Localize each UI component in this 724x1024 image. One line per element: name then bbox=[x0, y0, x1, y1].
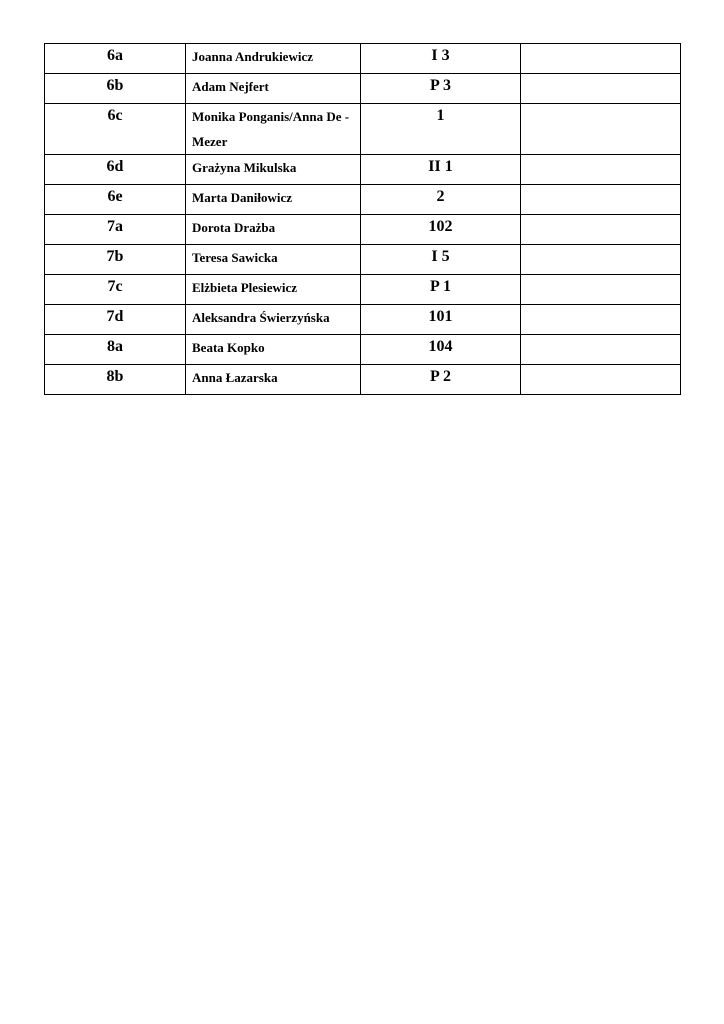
empty-cell bbox=[521, 185, 681, 215]
class-cell: 8b bbox=[45, 365, 186, 395]
empty-cell bbox=[521, 215, 681, 245]
teacher-cell: Elżbieta Plesiewicz bbox=[186, 275, 361, 305]
teacher-cell: Grażyna Mikulska bbox=[186, 155, 361, 185]
table-row bbox=[45, 74, 681, 104]
room-cell: I 3 bbox=[361, 44, 521, 74]
table-row bbox=[45, 155, 681, 185]
teacher-cell: Dorota Drażba bbox=[186, 215, 361, 245]
teacher-cell: Beata Kopko bbox=[186, 335, 361, 365]
room-cell: P 1 bbox=[361, 275, 521, 305]
room-cell: I 5 bbox=[361, 245, 521, 275]
table-row bbox=[45, 245, 681, 275]
table-row bbox=[45, 365, 681, 395]
room-cell: 2 bbox=[361, 185, 521, 215]
class-cell: 6c bbox=[45, 104, 186, 155]
teacher-cell: Monika Ponganis/Anna De -Mezer bbox=[186, 104, 361, 155]
table-row bbox=[45, 215, 681, 245]
class-cell: 7b bbox=[45, 245, 186, 275]
empty-cell bbox=[521, 155, 681, 185]
room-cell: 101 bbox=[361, 305, 521, 335]
teacher-cell: Adam Nejfert bbox=[186, 74, 361, 104]
table-row bbox=[45, 305, 681, 335]
table-row bbox=[45, 335, 681, 365]
class-roster-table bbox=[44, 43, 681, 395]
empty-cell bbox=[521, 74, 681, 104]
table-row bbox=[45, 185, 681, 215]
teacher-cell: Teresa Sawicka bbox=[186, 245, 361, 275]
class-cell: 7d bbox=[45, 305, 186, 335]
table-row bbox=[45, 104, 681, 155]
class-cell: 8a bbox=[45, 335, 186, 365]
empty-cell bbox=[521, 275, 681, 305]
table-row bbox=[45, 44, 681, 74]
class-cell: 7a bbox=[45, 215, 186, 245]
class-cell: 6b bbox=[45, 74, 186, 104]
room-cell: II 1 bbox=[361, 155, 521, 185]
teacher-cell: Marta Daniłowicz bbox=[186, 185, 361, 215]
room-cell: 104 bbox=[361, 335, 521, 365]
class-cell: 6e bbox=[45, 185, 186, 215]
room-cell: P 3 bbox=[361, 74, 521, 104]
room-cell: 102 bbox=[361, 215, 521, 245]
teacher-cell: Anna Łazarska bbox=[186, 365, 361, 395]
empty-cell bbox=[521, 365, 681, 395]
table-row bbox=[45, 275, 681, 305]
empty-cell bbox=[521, 44, 681, 74]
class-cell: 7c bbox=[45, 275, 186, 305]
room-cell: 1 bbox=[361, 104, 521, 155]
teacher-cell: Aleksandra Świerzyńska bbox=[186, 305, 361, 335]
class-cell: 6a bbox=[45, 44, 186, 74]
empty-cell bbox=[521, 335, 681, 365]
teacher-cell: Joanna Andrukiewicz bbox=[186, 44, 361, 74]
class-cell: 6d bbox=[45, 155, 186, 185]
empty-cell bbox=[521, 104, 681, 155]
room-cell: P 2 bbox=[361, 365, 521, 395]
empty-cell bbox=[521, 245, 681, 275]
empty-cell bbox=[521, 305, 681, 335]
